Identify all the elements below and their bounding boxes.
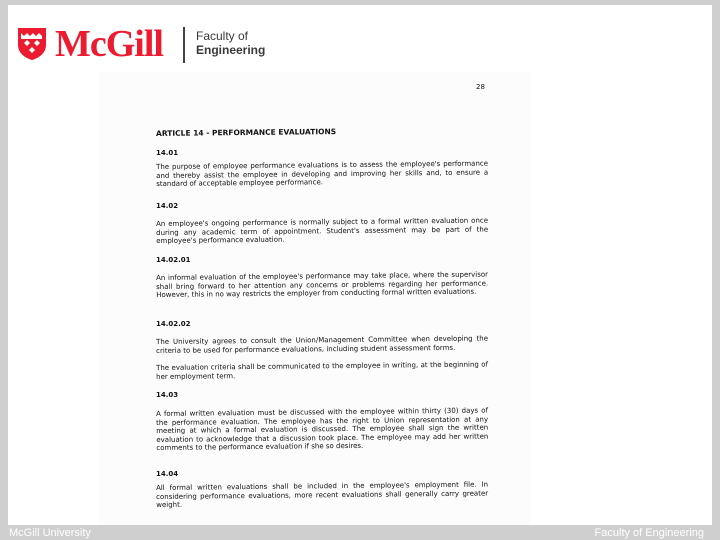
mcgill-shield-icon: [17, 27, 47, 61]
section-text: The evaluation criteria shall be communicated to the employee in writing, at the beginning of her employment term.: [156, 360, 489, 381]
footer-university: McGill University: [9, 527, 91, 539]
section-text: All formal written evaluations shall be included in the employee's employment file. In considering performance evaluations, more recent evaluations shall generally carry greater weight.: [156, 480, 489, 509]
logo-divider: [183, 27, 185, 63]
mcgill-wordmark: McGill: [55, 23, 163, 65]
slide-frame: [8, 5, 712, 525]
section-number: 14.01: [156, 149, 179, 157]
section-text: An informal evaluation of the employee's performance may take place, where the supervisor shall bring forward to her attention any concerns or problems regarding her performance. However, this in no way restricts the employer from conducting formal written evaluations.: [156, 270, 489, 299]
scanned-document-page: [98, 72, 530, 525]
section-number: 14.02: [156, 202, 179, 210]
article-title: ARTICLE 14 - PERFORMANCE EVALUATIONS: [155, 127, 337, 138]
slide-header: [8, 5, 712, 75]
footer-faculty: Faculty of Engineering: [594, 527, 704, 539]
section-text: The University agrees to consult the Union/Management Committee when developing the criteria to be used for performance evaluations, including student assessment forms.: [156, 334, 489, 355]
faculty-label-line2: Engineering: [196, 43, 266, 57]
faculty-label-line1: Faculty of: [196, 29, 249, 43]
section-text: An employee's ongoing performance is normally subject to a formal written evaluation once during any academic term of appointment. Student's assessment may be part of the employee's performance evaluation.: [156, 216, 489, 245]
section-text: The purpose of employee performance evaluations is to assess the employee's performance and thereby assist the employee in developing and improving her skills and, to ensure a standard of acceptable employee performance.: [156, 159, 489, 188]
page-number: 28: [476, 83, 485, 91]
section-text: A formal written evaluation must be discussed with the employee within thirty (30) days of the performance evaluation. The employee has the right to Union representation at any meeting at which a formal evaluation is discussed. The employee shall sign the written evaluation to acknowledge that a discussion took place. The employee may add her written comments to the performance evaluation if she so desires.: [156, 406, 489, 452]
section-number: 14.04: [156, 470, 179, 478]
section-number: 14.03: [156, 391, 179, 399]
section-number: 14.02.01: [156, 256, 191, 264]
section-number: 14.02.02: [156, 320, 191, 328]
